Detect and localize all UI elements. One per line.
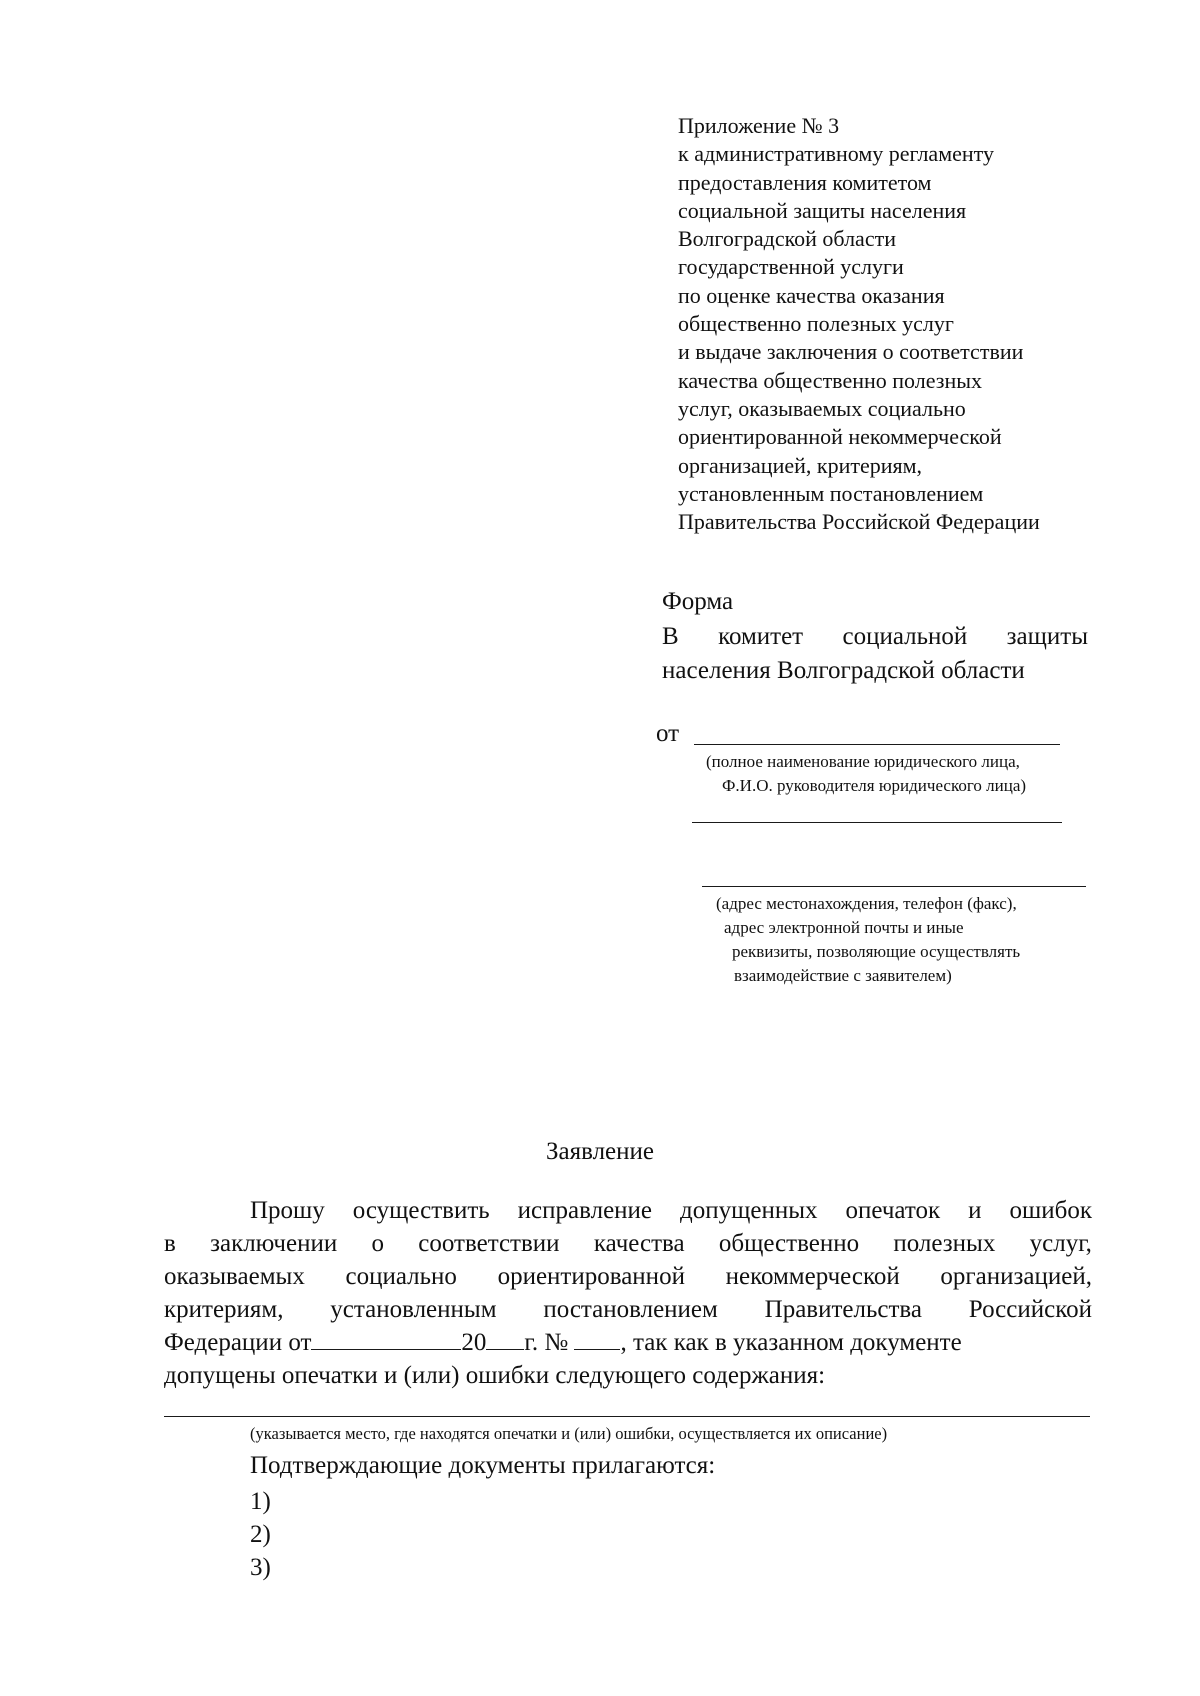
body-line: допущены опечатки и (или) ошибки следующего содержания: — [164, 1362, 826, 1389]
body-word: общественно — [718, 1230, 860, 1257]
statement-body — [164, 1194, 1092, 1392]
body-word: постановлением — [543, 1296, 718, 1323]
body-text-part: г. № — [524, 1329, 569, 1356]
applicant-name-line[interactable] — [694, 744, 1060, 745]
errors-caption: (указывается место, где находятся опечатки и (или) ошибки, осуществляется их описание) — [250, 1424, 888, 1443]
body-word: услуг, — [1029, 1230, 1092, 1257]
body-word: осуществить — [352, 1197, 490, 1224]
body-line-with-blanks — [164, 1326, 1092, 1359]
body-word: полезных — [893, 1230, 996, 1257]
appendix-line: Приложение № 3 — [678, 113, 840, 138]
address-caption: реквизиты, позволяющие осуществлять — [732, 942, 1021, 961]
statement-title: Заявление — [545, 1138, 655, 1165]
recipient-line — [662, 620, 1088, 654]
body-word: организацией, — [940, 1263, 1092, 1290]
body-word: в — [164, 1230, 176, 1257]
recipient-word: социальной — [842, 623, 968, 650]
body-word: установленным — [330, 1296, 497, 1323]
recipient-word: комитет — [718, 623, 804, 650]
appendix-line: по оценке качества оказания — [678, 282, 945, 308]
body-word: ошибок — [1009, 1197, 1092, 1224]
body-word: социально — [345, 1263, 457, 1290]
body-word: Российской — [968, 1296, 1092, 1323]
recipient-block — [662, 620, 1088, 688]
appendix-line: социальной защиты населения — [678, 197, 967, 223]
body-word: Прошу — [250, 1197, 325, 1224]
body-word: о — [371, 1230, 384, 1257]
body-word: ориентированной — [497, 1263, 685, 1290]
body-word: заключении — [210, 1230, 338, 1257]
appendix-line: предоставления комитетом — [678, 169, 932, 195]
body-text-part: Федерации от — [164, 1329, 312, 1356]
from-label: от — [656, 720, 680, 747]
body-line — [164, 1293, 1092, 1326]
body-word: опечаток — [845, 1197, 941, 1224]
body-line — [164, 1194, 1092, 1227]
date-blank[interactable] — [311, 1327, 461, 1350]
body-line — [164, 1227, 1092, 1260]
applicant-name-caption: Ф.И.О. руководителя юридического лица) — [722, 776, 1027, 795]
body-text-part: 20 — [461, 1329, 487, 1356]
appendix-line: государственной услуги — [678, 254, 904, 280]
recipient-word: защиты — [1006, 623, 1088, 650]
form-label: Форма — [662, 588, 734, 615]
appendix-line: качества общественно полезных — [678, 367, 982, 393]
errors-description-line[interactable] — [164, 1416, 1090, 1417]
attached-item: 3) — [250, 1554, 271, 1581]
body-text-part: , так как в указанном документе — [620, 1329, 962, 1356]
year-blank[interactable] — [486, 1327, 524, 1350]
address-caption: (адрес местонахождения, телефон (факс), — [716, 894, 1017, 913]
body-word: оказываемых — [164, 1263, 305, 1290]
applicant-extra-line[interactable] — [692, 822, 1062, 823]
attached-documents-label: Подтверждающие документы прилагаются: — [250, 1452, 716, 1479]
appendix-line: услуг, оказываемых социально — [678, 395, 966, 421]
appendix-line: к административному регламенту — [678, 141, 994, 167]
appendix-line: установленным постановлением — [678, 480, 984, 506]
recipient-line: населения Волгоградской области — [662, 657, 1025, 684]
body-word: допущенных — [680, 1197, 818, 1224]
appendix-line: организацией, критериям, — [678, 452, 923, 478]
applicant-name-caption: (полное наименование юридического лица, — [706, 752, 1020, 771]
recipient-word: В — [662, 623, 679, 650]
body-line — [164, 1260, 1092, 1293]
body-word: исправление — [517, 1197, 653, 1224]
body-word: некоммерческой — [725, 1263, 900, 1290]
body-word: и — [968, 1197, 982, 1224]
body-word: качества — [593, 1230, 685, 1257]
body-word: критериям, — [164, 1296, 284, 1323]
appendix-line: и выдаче заключения о соответствии — [678, 339, 1024, 365]
body-word: соответствии — [418, 1230, 560, 1257]
appendix-line: Правительства Российской Федерации — [678, 509, 1040, 535]
address-caption: взаимодействие с заявителем) — [734, 966, 952, 985]
address-caption: адрес электронной почты и иные — [724, 918, 964, 937]
appendix-line: общественно полезных услуг — [678, 311, 954, 337]
body-word: Правительства — [764, 1296, 922, 1323]
number-blank[interactable] — [574, 1327, 620, 1350]
appendix-header — [678, 112, 1148, 536]
attached-item: 2) — [250, 1521, 271, 1548]
attached-item: 1) — [250, 1488, 271, 1515]
appendix-line: ориентированной некоммерческой — [678, 424, 1002, 450]
applicant-address-line[interactable] — [702, 886, 1086, 887]
appendix-line: Волгоградской области — [678, 226, 896, 252]
